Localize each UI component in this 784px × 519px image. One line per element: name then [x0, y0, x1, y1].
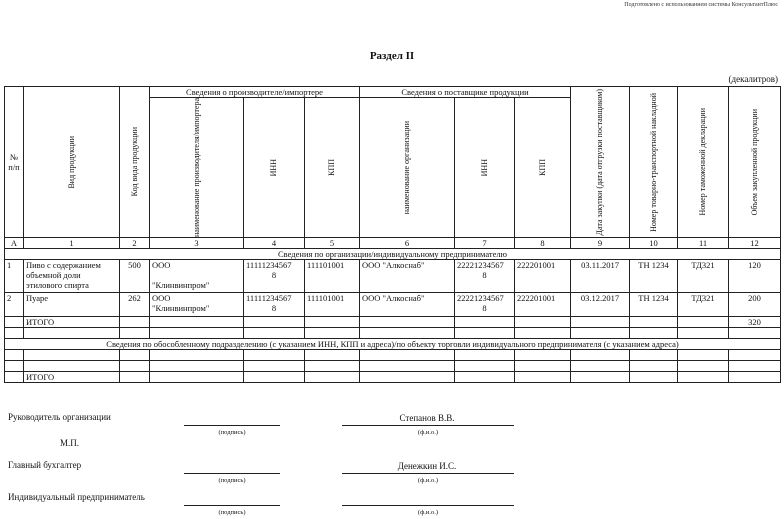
col-header-producer-inn: ИНН — [244, 98, 305, 238]
col-header-waybill: Номер товарно-транспортной накладной — [630, 87, 678, 238]
row-code: 262 — [120, 292, 150, 316]
col-header-supplier-kpp: КПП — [515, 98, 571, 238]
col-number: 8 — [515, 237, 571, 248]
row-supplier-inn: 22221234567 8 — [455, 259, 515, 292]
col-header-date: Дата закупки (дата отгрузки поставщиком) — [571, 87, 630, 238]
row-supplier-kpp: 222201001 — [515, 259, 571, 292]
head-fio-line — [342, 425, 514, 426]
col-number: 10 — [630, 237, 678, 248]
row-volume: 120 — [729, 259, 781, 292]
entrepreneur-label: Индивидуальный предприниматель — [8, 492, 145, 502]
head-label: Руководитель организации — [8, 412, 111, 422]
col-number: А — [5, 237, 24, 248]
header-note: Подготовлено с использованием системы КонсультантПлюс — [624, 2, 778, 8]
branch-total-row — [5, 371, 781, 382]
row-supplier-name: ООО "Алкоснаб" — [360, 292, 455, 316]
col-header-num: № п/п — [5, 87, 24, 238]
row-type: Пиво с содержанием объемной доли этилового спирта — [24, 259, 120, 292]
head-sign-caption: (подпись) — [218, 429, 246, 436]
section-title: Раздел II — [369, 50, 415, 62]
row-producer-name: ООО "Клинвинпром" — [150, 259, 244, 292]
col-header-producer-group: Сведения о производителе/импортере — [150, 87, 360, 98]
col-number: 7 — [455, 237, 515, 248]
col-header-customs: Номер таможенной декларации — [678, 87, 729, 238]
units-label: (декалитров) — [728, 74, 778, 84]
row-supplier-name: ООО "Алкоснаб" — [360, 259, 455, 292]
entrepreneur-sign-line — [184, 505, 280, 506]
accountant-name: Денежкин И.С. — [397, 461, 457, 471]
accountant-fio-line — [342, 473, 514, 474]
row-producer-inn: 11111234567 8 — [244, 259, 305, 292]
total-volume: 320 — [729, 316, 781, 327]
row-customs: ТД321 — [678, 259, 729, 292]
row-date: 03.11.2017 — [571, 259, 630, 292]
row-producer-kpp: 111101001 — [305, 292, 360, 316]
stamp-label: М.П. — [60, 438, 80, 448]
col-header-producer-kpp: КПП — [305, 98, 360, 238]
row-customs: ТД321 — [678, 292, 729, 316]
branch-total-label: ИТОГО — [24, 371, 120, 382]
col-header-volume: Объем закупленной продукции — [729, 87, 781, 238]
row-type: Пуаре — [24, 292, 120, 316]
row-waybill: ТН 1234 — [630, 292, 678, 316]
col-number: 4 — [244, 237, 305, 248]
table-row — [5, 292, 781, 316]
head-name: Степанов В.В. — [399, 413, 455, 423]
row-num: 1 — [5, 259, 24, 292]
row-num: 2 — [5, 292, 24, 316]
org-section-label: Сведения по организации/индивидуальному предпринимателю — [5, 248, 781, 259]
row-waybill: ТН 1234 — [630, 259, 678, 292]
total-row — [5, 316, 781, 327]
col-header-producer-name: наименование производителя/импортера — [150, 98, 244, 238]
branch-section-label: Сведения по обособленному подразделению (с указанием ИНН, КПП и адреса)/по объекту торговли индивидуального предпринимателя (с указанием адреса) — [5, 338, 781, 349]
col-number: 6 — [360, 237, 455, 248]
col-header-code: Код вида продукции — [120, 87, 150, 238]
row-volume: 200 — [729, 292, 781, 316]
entrepreneur-sign-caption: (подпись) — [218, 509, 246, 516]
col-number: 9 — [571, 237, 630, 248]
head-fio-caption: (ф.и.о.) — [417, 429, 439, 436]
col-number: 5 — [305, 237, 360, 248]
col-header-supplier-group: Сведения о поставщике продукции — [360, 87, 571, 98]
accountant-sign-caption: (подпись) — [218, 477, 246, 484]
col-number: 1 — [24, 237, 120, 248]
row-producer-inn: 11111234567 8 — [244, 292, 305, 316]
col-number: 11 — [678, 237, 729, 248]
entrepreneur-fio-caption: (ф.и.о.) — [417, 509, 439, 516]
row-supplier-inn: 22221234567 8 — [455, 292, 515, 316]
head-sign-line — [184, 425, 280, 426]
row-producer-kpp: 111101001 — [305, 259, 360, 292]
col-number: 12 — [729, 237, 781, 248]
declaration-table — [4, 86, 781, 383]
col-number: 3 — [150, 237, 244, 248]
col-header-supplier-inn: ИНН — [455, 98, 515, 238]
row-producer-name: ООО "Клинвинпром" — [150, 292, 244, 316]
table-row — [5, 259, 781, 292]
row-date: 03.12.2017 — [571, 292, 630, 316]
col-header-type: Вид продукции — [24, 87, 120, 238]
entrepreneur-fio-line — [342, 505, 514, 506]
row-code: 500 — [120, 259, 150, 292]
row-supplier-kpp: 222201001 — [515, 292, 571, 316]
accountant-sign-line — [184, 473, 280, 474]
col-number: 2 — [120, 237, 150, 248]
total-label: ИТОГО — [24, 316, 120, 327]
accountant-fio-caption: (ф.и.о.) — [417, 477, 439, 484]
column-numbers-row — [5, 237, 781, 248]
col-header-supplier-name: наименование организации — [360, 98, 455, 238]
accountant-label: Главный бухгалтер — [8, 460, 82, 470]
